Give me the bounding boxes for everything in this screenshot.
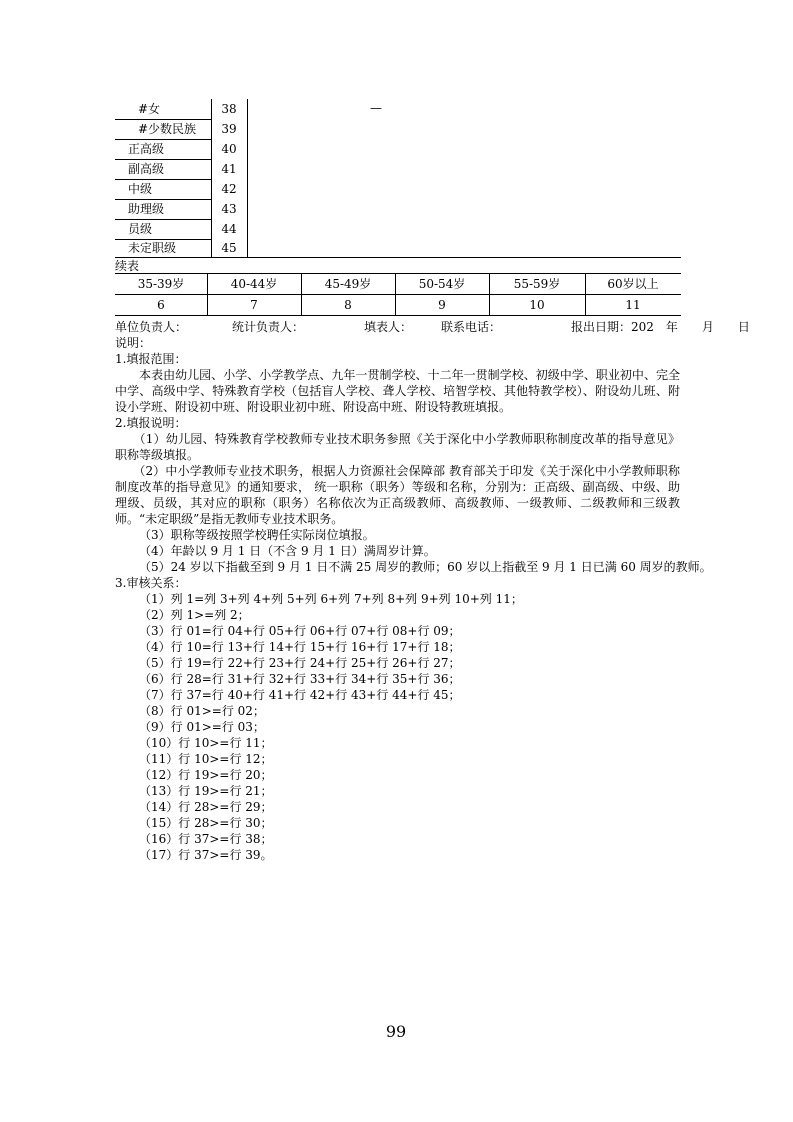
row-label: 中级 bbox=[128, 182, 153, 196]
row-label: 副高级 bbox=[128, 162, 165, 176]
table-bottom-rule bbox=[115, 315, 681, 316]
column-code: 6 bbox=[157, 298, 165, 312]
check-item: （16）行 37>=行 38； bbox=[139, 832, 273, 846]
check-item: （2）列 1>=列 2； bbox=[139, 608, 250, 622]
check-item: （14）行 28>=行 29； bbox=[139, 800, 273, 814]
check-item: （7）行 37=行 40+行 41+行 42+行 43+行 44+行 45； bbox=[139, 688, 461, 702]
row-code: 41 bbox=[221, 162, 237, 176]
section-title: 1.填报范围： bbox=[115, 352, 187, 366]
column-code: 10 bbox=[529, 298, 545, 312]
column-header: 50-54岁 bbox=[418, 277, 466, 291]
section-body: （2）中小学教师专业技术职务，根据人力资源社会保障部 教育部关于印发《关于深化中小学教师职称制度改革的指导意见》的通知要求， 统一职称（职务）等级和名称，分别为：正高级、副高级、中级、助理级、员级，其对应的职称（职务）名称依次为正高级教师、高级教师、一级教师、二级教师和三级教师。“未定职级”是指无教师专业技术职务。 bbox=[115, 464, 680, 526]
check-item: （6）行 28=行 31+行 32+行 33+行 34+行 35+行 36； bbox=[139, 672, 461, 686]
row-label: #少数民族 bbox=[138, 122, 197, 136]
column-header: 45-49岁 bbox=[324, 277, 372, 291]
row-label: 助理级 bbox=[128, 202, 165, 216]
check-item: （12）行 19>=行 20； bbox=[139, 768, 273, 782]
notes-heading: 说明： bbox=[115, 336, 152, 350]
unit-head-label: 单位负责人： bbox=[115, 320, 188, 334]
section-body: 本表由幼儿园、小学、小学教学点、九年一贯制学校、十二年一贯制学校、初级中学、职业初中、完全中学、高级中学、特殊教育学校（包括盲人学校、聋人学校、培智学校、其他特教学校）、附设幼儿班、附设小学班、附设初中班、附设职业初中班、附设高中班、附设特教班填报。 bbox=[115, 368, 680, 414]
section-body: （3）职称等级按照学校聘任实际岗位填报。 bbox=[139, 528, 375, 542]
section-body: （1）幼儿园、特殊教育学校教师专业技术职务参照《关于深化中小学教师职称制度改革的指导意见》职称等级填报。 bbox=[115, 432, 680, 462]
check-item: （9）行 01>=行 03； bbox=[139, 720, 265, 734]
row-code: 44 bbox=[221, 222, 237, 236]
filler-label: 填表人： bbox=[364, 320, 413, 334]
table-divider bbox=[247, 99, 248, 257]
table-bottom-rule bbox=[115, 257, 681, 258]
check-item: （1）列 1=列 3+列 4+列 5+列 6+列 7+列 8+列 9+列 10+列 11； bbox=[139, 592, 523, 606]
row-code: 45 bbox=[221, 241, 237, 255]
column-header: 55-59岁 bbox=[513, 277, 561, 291]
row-label: #女 bbox=[138, 102, 161, 116]
section-body: （4）年龄以 9 月 1 日（不含 9 月 1 日）满周岁计算。 bbox=[139, 544, 436, 558]
row-code: 40 bbox=[221, 142, 237, 156]
row-code: 38 bbox=[221, 102, 237, 116]
column-header: 40-44岁 bbox=[230, 277, 278, 291]
section-title: 3.审核关系： bbox=[115, 576, 187, 590]
row-label: 正高级 bbox=[128, 142, 165, 156]
row-code: 39 bbox=[221, 122, 237, 136]
continued-label: 续表 bbox=[115, 259, 140, 273]
empty-dash: — bbox=[370, 101, 382, 115]
column-code: 7 bbox=[250, 298, 258, 312]
row-code: 43 bbox=[221, 202, 237, 216]
check-item: （17）行 37>=行 39。 bbox=[139, 848, 273, 862]
row-label: 未定职级 bbox=[128, 241, 177, 255]
column-code: 11 bbox=[625, 298, 641, 312]
check-item: （5）行 19=行 22+行 23+行 24+行 25+行 26+行 27； bbox=[139, 656, 461, 670]
page-number: 99 bbox=[385, 1022, 407, 1041]
check-item: （8）行 01>=行 02； bbox=[139, 704, 265, 718]
check-item: （11）行 10>=行 12； bbox=[139, 752, 273, 766]
section-body: （5）24 岁以下指截至到 9 月 1 日不满 25 周岁的教师；60 岁以上指截至 9 月 1 日已满 60 周岁的教师。 bbox=[139, 560, 712, 574]
check-item: （4）行 10=行 13+行 14+行 15+行 16+行 17+行 18； bbox=[139, 640, 461, 654]
stat-head-label: 统计负责人： bbox=[232, 320, 305, 334]
report-date-label: 报出日期：202 年 月 日 bbox=[571, 320, 750, 334]
column-code: 9 bbox=[438, 298, 446, 312]
row-label: 员级 bbox=[128, 222, 153, 236]
check-item: （15）行 28>=行 30； bbox=[139, 816, 273, 830]
check-item: （3）行 01=行 04+行 05+行 06+行 07+行 08+行 09； bbox=[139, 624, 461, 638]
column-code: 8 bbox=[344, 298, 352, 312]
check-item: （13）行 19>=行 21； bbox=[139, 784, 273, 798]
check-item: （10）行 10>=行 11； bbox=[139, 736, 273, 750]
row-code: 42 bbox=[221, 182, 237, 196]
column-header: 60岁以上 bbox=[607, 277, 659, 291]
column-header: 35-39岁 bbox=[137, 277, 185, 291]
phone-label: 联系电话： bbox=[441, 320, 502, 334]
section-title: 2.填报说明： bbox=[115, 416, 187, 430]
